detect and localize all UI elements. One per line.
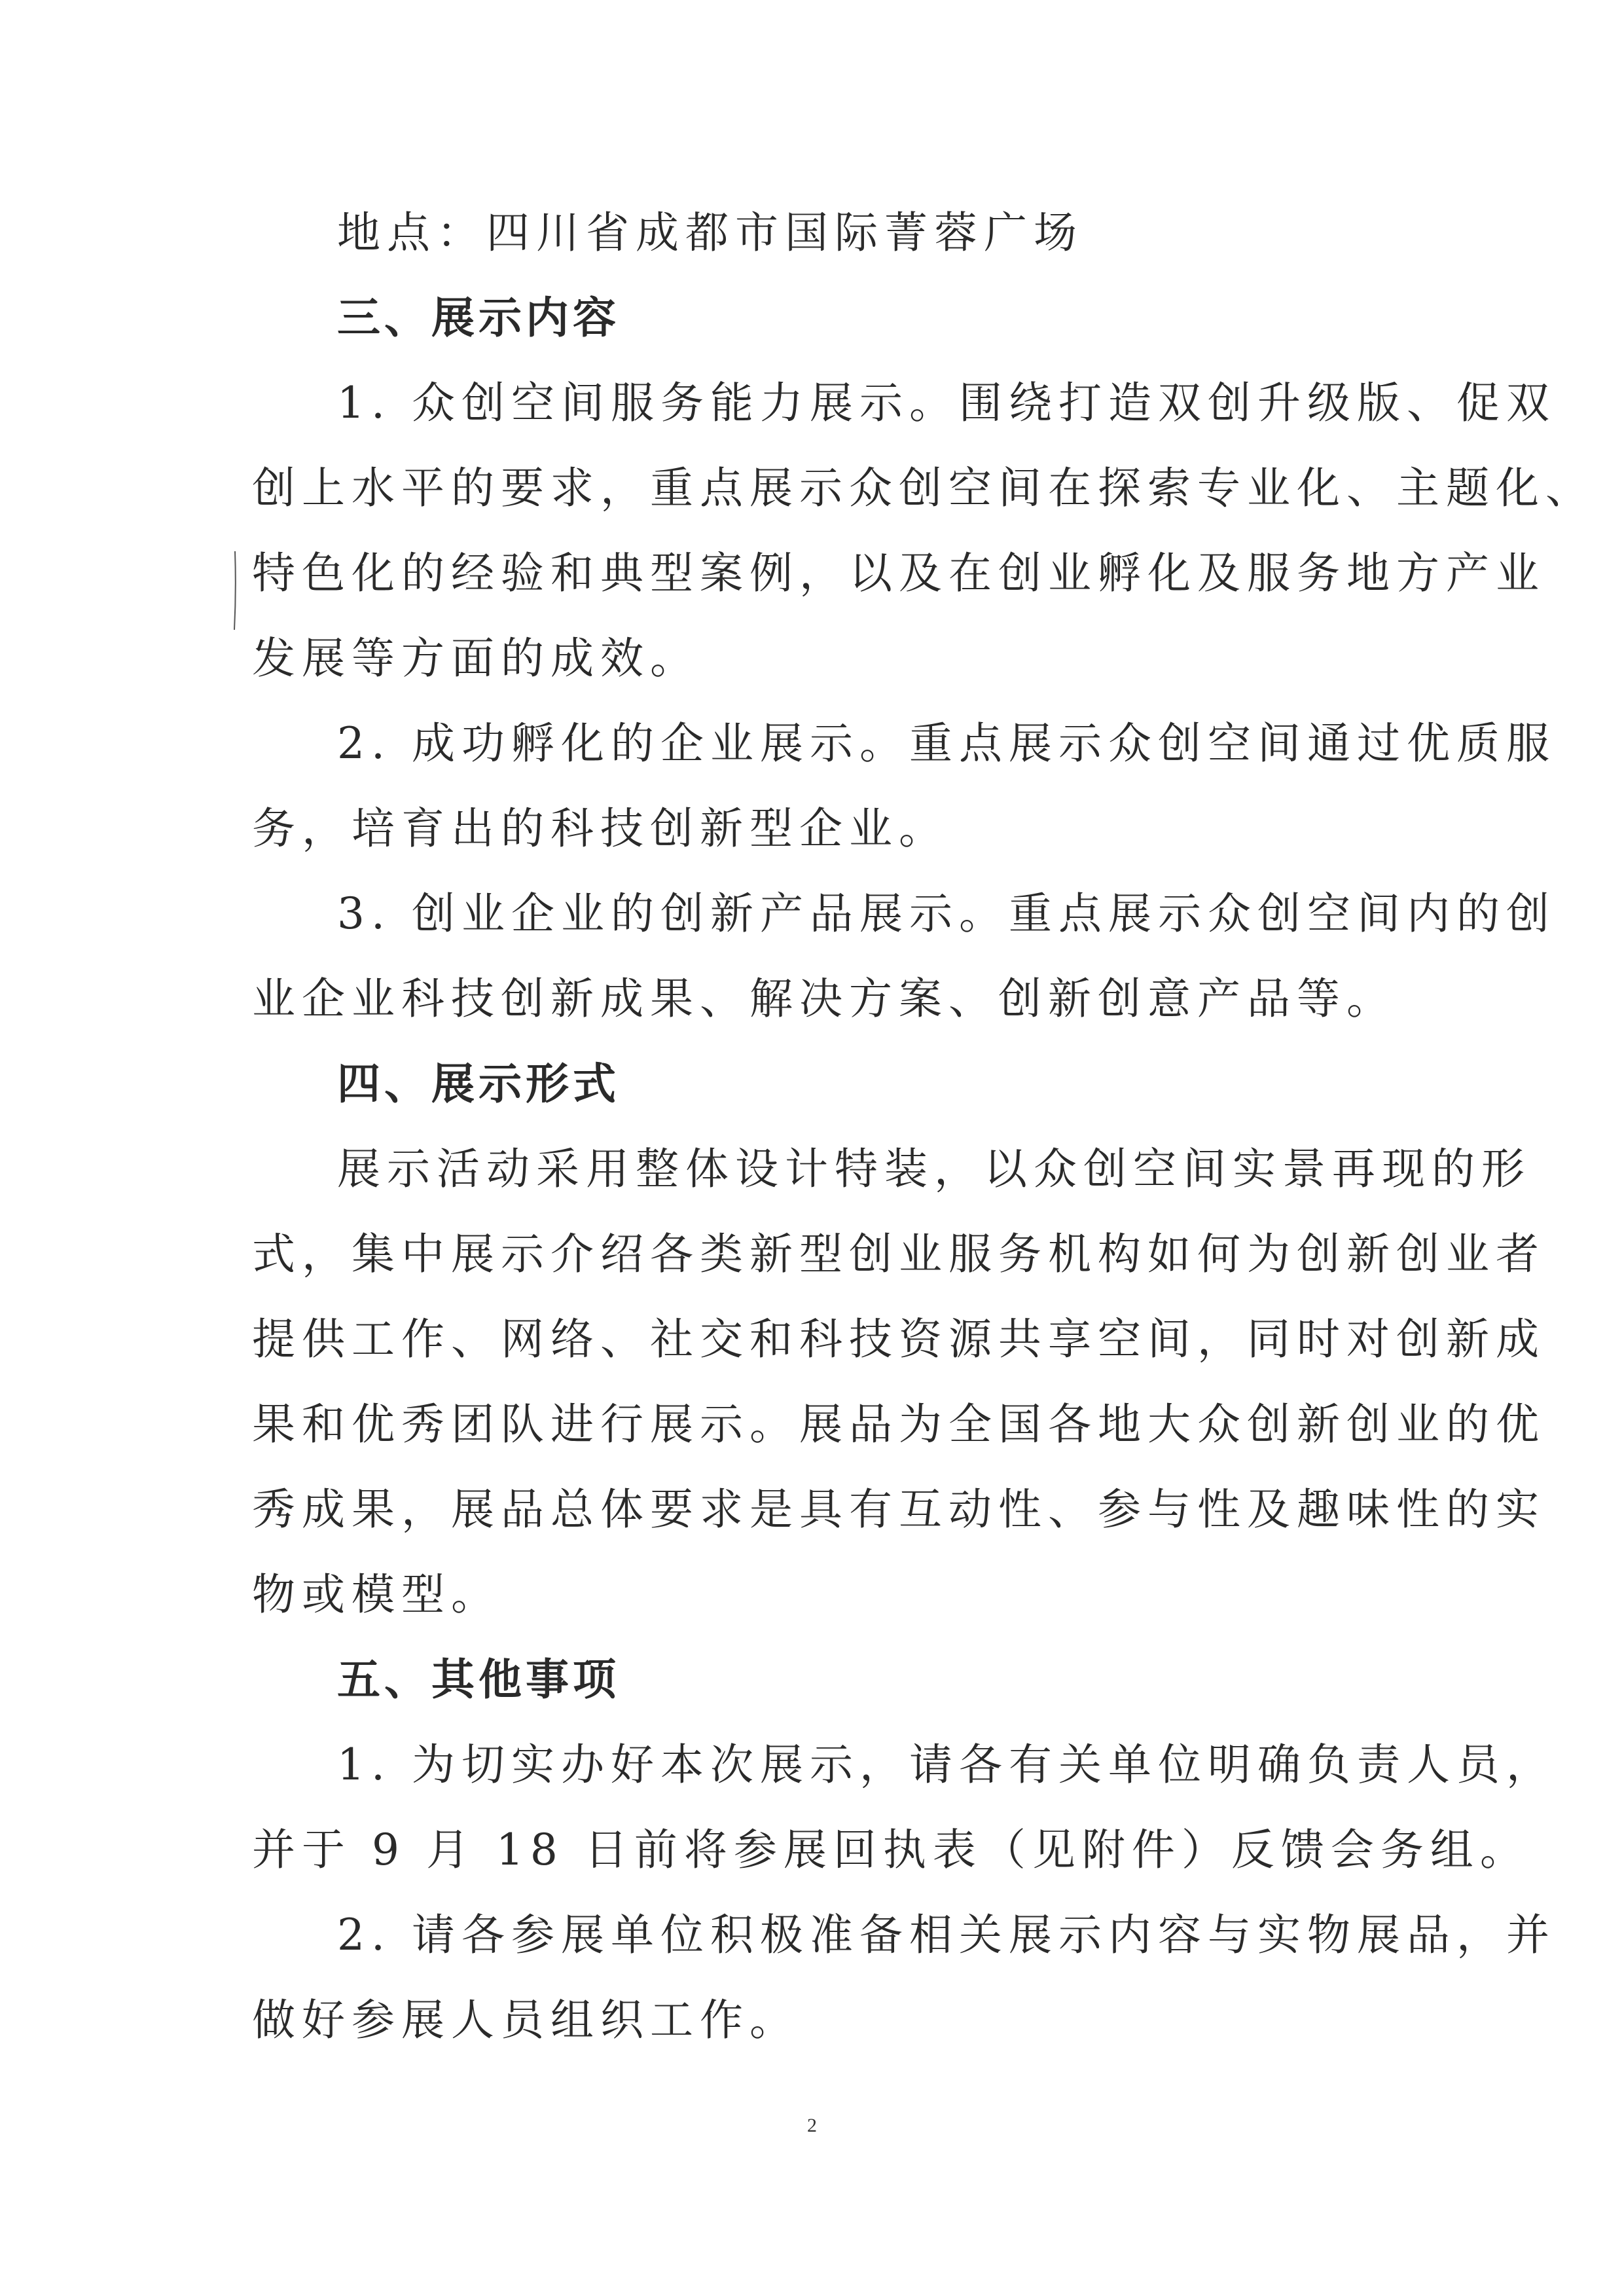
paragraph-line: 发展等方面的成效。	[252, 633, 700, 683]
location-line: 地点：四川省成都市国际菁蓉广场	[337, 208, 1083, 258]
paragraph-line: 秀成果，展品总体要求是具有互动性、参与性及趣味性的实	[252, 1484, 1545, 1535]
paragraph-line: 1. 为切实办好本次展示，请各有关单位明确负责人员，	[337, 1740, 1556, 1790]
margin-pen-mark	[233, 551, 237, 630]
paragraph-line: 务，培育出的科技创新型企业。	[252, 803, 948, 854]
paragraph-line: 3. 创业企业的创新产品展示。重点展示众创空间内的创	[337, 888, 1556, 939]
page-number: 2	[807, 2115, 817, 2136]
paragraph-line: 提供工作、网络、社交和科技资源共享空间，同时对创新成	[252, 1314, 1545, 1364]
paragraph-line: 2. 成功孵化的企业展示。重点展示众创空间通过优质服	[337, 718, 1556, 769]
paragraph-line: 1. 众创空间服务能力展示。围绕打造双创升级版、促双	[337, 378, 1556, 428]
paragraph-line: 业企业科技创新成果、解决方案、创新创意产品等。	[252, 974, 1396, 1024]
section-heading-3: 三、展示内容	[337, 293, 620, 343]
paragraph-line: 展示活动采用整体设计特装，以众创空间实景再现的形	[337, 1144, 1531, 1194]
paragraph-line: 2. 请各参展单位积极准备相关展示内容与实物展品，并	[337, 1910, 1556, 1960]
paragraph-line: 并于 9 月 18 日前将参展回执表（见附件）反馈会务组。	[252, 1825, 1530, 1875]
section-heading-4: 四、展示形式	[337, 1059, 620, 1109]
paragraph-line: 做好参展人员组织工作。	[252, 1995, 799, 2045]
section-heading-5: 五、其他事项	[337, 1654, 620, 1705]
paragraph-line: 式，集中展示介绍各类新型创业服务机构如何为创新创业者	[252, 1229, 1545, 1279]
paragraph-line: 物或模型。	[252, 1569, 501, 1620]
paragraph-line: 创上水平的要求，重点展示众创空间在探索专业化、主题化、	[252, 463, 1595, 513]
paragraph-line: 果和优秀团队进行展示。展品为全国各地大众创新创业的优	[252, 1399, 1545, 1449]
paragraph-line: 特色化的经验和典型案例，以及在创业孵化及服务地方产业	[252, 548, 1545, 598]
